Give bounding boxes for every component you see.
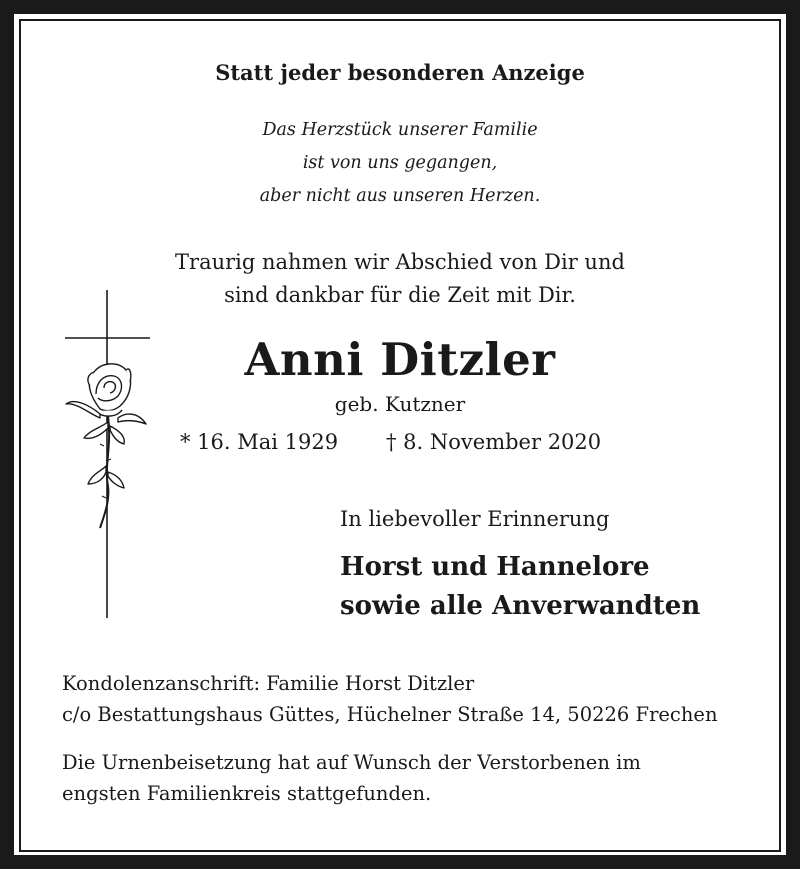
poem-line: Das Herzstück unserer Familie — [262, 120, 538, 140]
poem-line: aber nicht aus unseren Herzen. — [259, 186, 541, 206]
header-title: Statt jeder besonderen Anzeige — [215, 60, 585, 85]
birth-date: * 16. Mai 1929 — [180, 430, 339, 454]
poem-line: ist von uns gegangen, — [302, 153, 498, 173]
poem — [0, 114, 800, 213]
condolence-line: c/o Bestattungshaus Güttes, Hüchelner Straße 14, 50226 Frechen — [62, 703, 718, 726]
deceased-name: Anni Ditzler — [244, 333, 556, 386]
burial-line: Die Urnenbeisetzung hat auf Wunsch der Verstorbenen im — [62, 751, 641, 774]
memory-intro: In liebevoller Erinnerung — [340, 507, 610, 531]
mourner-line: Horst und Hannelore — [340, 552, 650, 582]
condolence-address — [62, 668, 718, 730]
mourner-line: sowie alle Anverwandten — [340, 591, 701, 621]
farewell-line: sind dankbar für die Zeit mit Dir. — [224, 283, 576, 307]
farewell-line: Traurig nahmen wir Abschied von Dir und — [175, 250, 625, 274]
condolence-line: Kondolenzanschrift: Familie Horst Ditzler — [62, 672, 475, 695]
burial-note — [62, 747, 641, 809]
burial-line: engsten Familienkreis stattgefunden. — [62, 782, 432, 805]
death-date: † 8. November 2020 — [386, 430, 602, 454]
mourners-names — [340, 548, 700, 626]
maiden-name: geb. Kutzner — [334, 392, 466, 416]
